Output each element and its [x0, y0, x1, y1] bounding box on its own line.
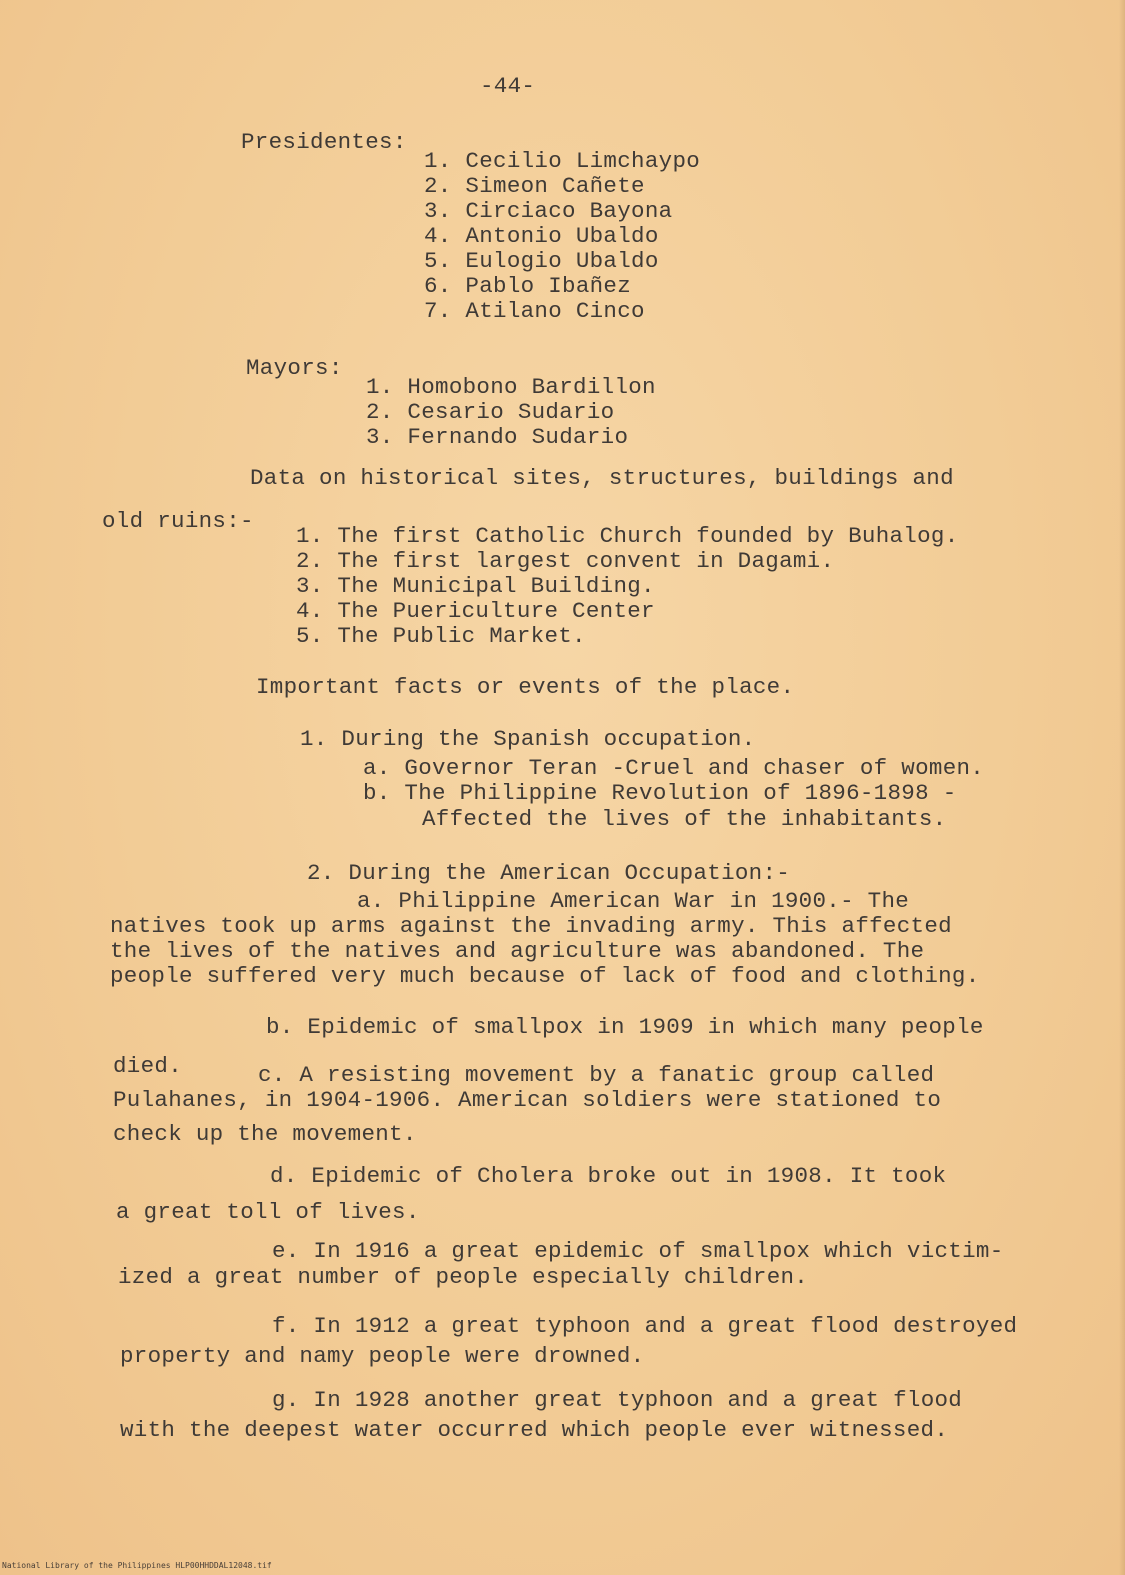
historical-heading: Data on historical sites, structures, buildings and	[250, 465, 954, 491]
spanish-item-b-cont: Affected the lives of the inhabitants.	[422, 806, 947, 832]
american-item-f-cont: property and namy people were drowned.	[120, 1343, 645, 1369]
historical-item: 1. The first Catholic Church founded by Buhalog.	[296, 523, 959, 549]
presidente-item: 1. Cecilio Limchaypo	[424, 148, 701, 174]
page-edge-shadow	[1119, 0, 1125, 1575]
mayor-item: 1. Homobono Bardillon	[366, 374, 656, 400]
spanish-item-b: b. The Philippine Revolution of 1896-1898 -	[363, 780, 957, 806]
american-item-b: b. Epidemic of smallpox in 1909 in which many people	[266, 1014, 984, 1040]
presidente-item: 2. Simeon Cañete	[424, 173, 645, 199]
american-item-e: e. In 1916 a great epidemic of smallpox which victim-	[272, 1238, 1004, 1264]
presidente-item: 4. Antonio Ubaldo	[424, 223, 659, 249]
american-item-g: g. In 1928 another great typhoon and a great flood	[272, 1387, 963, 1413]
mayor-item: 3. Fernando Sudario	[366, 424, 629, 450]
historical-heading-cont: old ruins:-	[102, 508, 254, 534]
american-item-e-cont: ized a great number of people especially children.	[118, 1264, 809, 1290]
mayor-item: 2. Cesario Sudario	[366, 399, 615, 425]
spanish-item-a: a. Governor Teran -Cruel and chaser of women.	[363, 755, 985, 781]
american-item-a: a. Philippine American War in 1900.- The	[357, 888, 910, 914]
american-item-b-cont: died.	[113, 1053, 183, 1079]
mayors-heading: Mayors:	[246, 355, 343, 381]
archive-footer: National Library of the Philippines HLP00HHDDAL12048.tif	[2, 1561, 272, 1570]
presidente-item: 3. Circiaco Bayona	[424, 198, 673, 224]
historical-item: 3. The Municipal Building.	[296, 573, 655, 599]
presidente-item: 6. Pablo Ibañez	[424, 273, 632, 299]
american-item-d-cont: a great toll of lives.	[116, 1199, 420, 1225]
historical-item: 5. The Public Market.	[296, 623, 586, 649]
historical-item: 2. The first largest convent in Dagami.	[296, 548, 835, 574]
events-heading: Important facts or events of the place.	[256, 674, 795, 700]
american-item-c-cont: check up the movement.	[113, 1121, 417, 1147]
american-item-d: d. Epidemic of Cholera broke out in 1908. It took	[270, 1163, 947, 1189]
page-number: -44-	[480, 73, 536, 99]
historical-item: 4. The Puericulture Center	[296, 598, 655, 624]
american-item-c: c. A resisting movement by a fanatic group called	[258, 1062, 935, 1088]
presidente-item: 7. Atilano Cinco	[424, 298, 645, 324]
american-item-a-cont: people suffered very much because of lack of food and clothing.	[110, 963, 980, 989]
presidente-item: 5. Eulogio Ubaldo	[424, 248, 659, 274]
american-item-a-cont: natives took up arms against the invading army. This affected	[110, 913, 952, 939]
american-item-c-cont: Pulahanes, in 1904-1906. American soldiers were stationed to	[113, 1087, 942, 1113]
american-heading: 2. During the American Occupation:-	[307, 860, 791, 886]
spanish-heading: 1. During the Spanish occupation.	[300, 726, 756, 752]
american-item-f: f. In 1912 a great typhoon and a great flood destroyed	[272, 1313, 1018, 1339]
american-item-g-cont: with the deepest water occurred which people ever witnessed.	[120, 1417, 949, 1443]
american-item-a-cont: the lives of the natives and agriculture was abandoned. The	[110, 938, 925, 964]
presidentes-heading: Presidentes:	[241, 129, 407, 155]
